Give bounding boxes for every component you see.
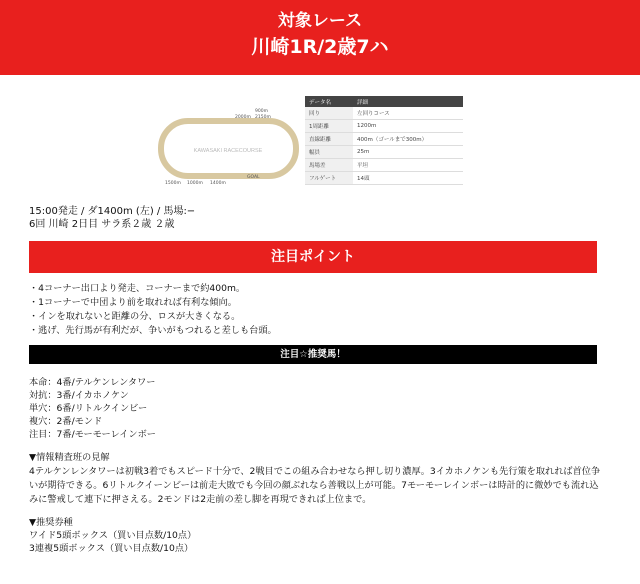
table-header: データ名 [305, 96, 353, 107]
course-section [155, 96, 465, 188]
header-banner [0, 0, 640, 75]
course-mark: 1400m [210, 181, 226, 186]
race-info [29, 205, 195, 231]
table-key: フルゲート [305, 172, 353, 185]
course-name: KAWASAKI RACECOURSE [193, 148, 263, 154]
table-value: 14頭 [353, 172, 463, 185]
list-item: 本命：4番/テルケンレンタワー [29, 377, 156, 388]
table-value: 400m（ゴールまで300m） [353, 133, 463, 146]
list-item: ワイド5頭ボックス（買い目点数/10点） [29, 530, 197, 541]
analysis-heading: ▼情報精査班の見解 [29, 452, 110, 463]
course-mark: 2150m [255, 115, 271, 120]
course-mark: 900m [255, 109, 268, 114]
header-title: 対象レース [277, 11, 363, 31]
list-item: ・逃げ、先行馬が有利だが、争いがもつれると差しも台頭。 [29, 325, 277, 336]
table-value: 25m [353, 146, 463, 159]
table-value: 左回りコース [353, 107, 463, 120]
table-row [305, 107, 463, 120]
header-subtitle: 川崎1R/2歳7ハ [251, 36, 389, 58]
table-value: 1200m [353, 120, 463, 133]
analysis-body: 4テルケンレンタワーは初戦3着でもスピード十分で、2戦目でこの組み合わせなら押し切り濃厚。3イカホノケンも先行策を取れれば首位争いが期待できる。6リトルクイーンビーは前走大敗でも今回の顔ぶれなら善戦以上が可能。7モーモーレインボーは時計的に微妙でも流れ込みに警戒して連下に押さえる。2モンドは2走前の差し脚を再現できれば上位まで。 [29, 466, 601, 505]
course-mark: 2000m [235, 115, 251, 120]
tickets-section [29, 516, 196, 555]
table-header: 詳細 [353, 96, 463, 107]
course-map [155, 96, 305, 188]
table-key: 回り [305, 107, 353, 120]
course-mark: 1500m [165, 181, 181, 186]
list-item: ・1コーナーで中団より前を取れれば有利な傾向。 [29, 297, 237, 308]
points-list [29, 282, 277, 338]
picks-heading: 注目☆推奨馬！ [29, 345, 597, 364]
list-item: 注目：7番/モーモーレインボー [29, 429, 156, 440]
race-info-line: 15:00発走 / ダ1400m (左) / 馬場:− [29, 206, 196, 217]
table-key: 幅員 [305, 146, 353, 159]
points-heading: 注目ポイント [29, 241, 597, 273]
table-value: 平坦 [353, 159, 463, 172]
table-row [305, 159, 463, 172]
picks-list [29, 376, 156, 441]
table-key: 直線距離 [305, 133, 353, 146]
course-mark: 1000m [187, 181, 203, 186]
course-data-table [305, 96, 463, 185]
list-item: 単穴：6番/リトルクインビー [29, 403, 148, 414]
list-item: 3連複5頭ボックス（買い目点数/10点） [29, 543, 194, 554]
list-item: 複穴：2番/モンド [29, 416, 103, 427]
table-key: 1周距離 [305, 120, 353, 133]
table-row [305, 120, 463, 133]
list-item: 対抗：3番/イカホノケン [29, 390, 129, 401]
table-row [305, 146, 463, 159]
analysis-section [29, 451, 604, 507]
table-row [305, 172, 463, 185]
race-info-line: 6回 川崎 2日目 サラ系２歳 ２歳 [29, 219, 175, 230]
goal-label: GOAL [247, 175, 260, 180]
list-item: ・4コーナー出口より発走、コーナーまで約400m。 [29, 283, 246, 294]
list-item: ・インを取れないと距離の分、ロスが大きくなる。 [29, 311, 241, 322]
table-key: 馬場差 [305, 159, 353, 172]
tickets-heading: ▼推奨券種 [29, 517, 73, 528]
table-row [305, 133, 463, 146]
